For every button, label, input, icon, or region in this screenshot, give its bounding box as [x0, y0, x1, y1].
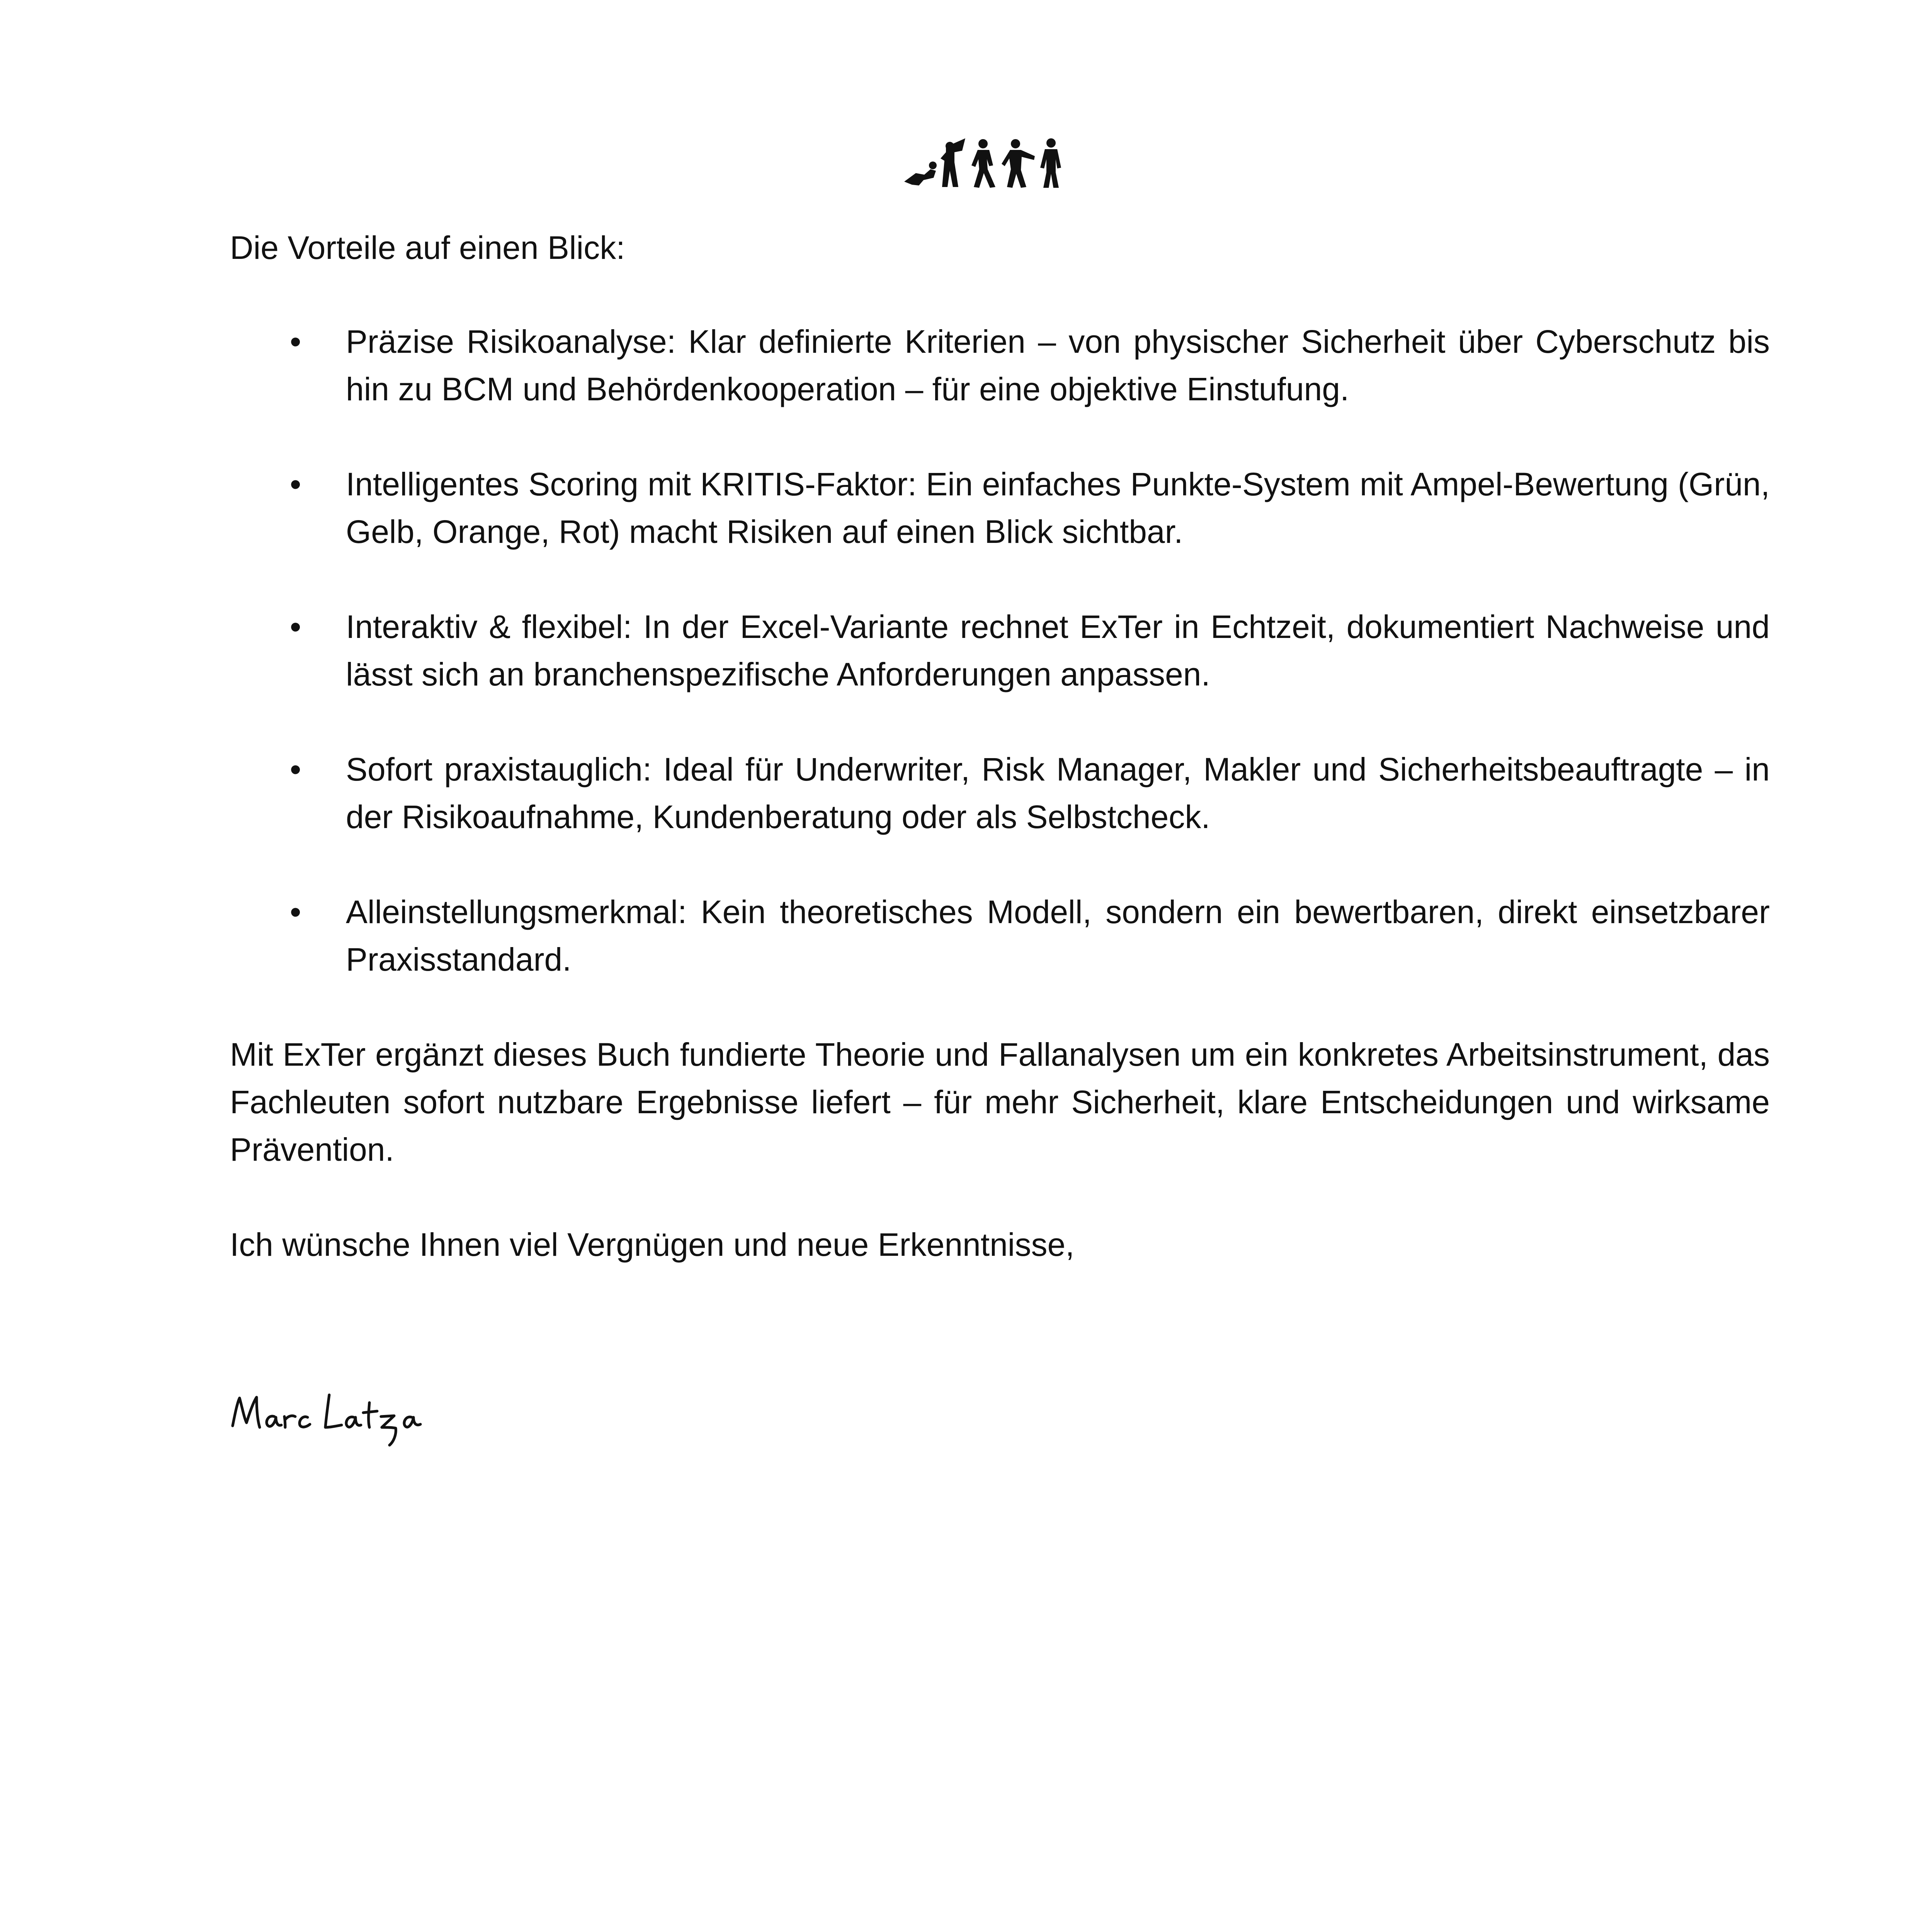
benefit-text: Kein theoretisches Modell, sondern ein bewertbaren, direkt einsetzbarer Praxisstandard. [346, 894, 1770, 978]
benefit-title: Alleinstellungsmerkmal: [346, 894, 687, 930]
list-item [230, 746, 1770, 841]
closing-paragraph: Mit ExTer ergänzt dieses Buch fundierte Theorie und Fallanalysen um ein konkretes Arbeitsinstrument, das Fachleuten sofort nutzbare Ergebnisse liefert – für mehr Sicherheit, klare Entscheidungen und wirksame Prävention. [230, 1036, 1770, 1168]
bullet-icon: • [290, 466, 301, 502]
main-text [230, 224, 1770, 1269]
benefit-text: Ideal für Underwriter, Risk Manager, Makler und Sicherheitsbeauftragte – in der Risikoaufnahme, Kundenberatung oder als Selbstcheck. [346, 751, 1770, 835]
bullet-icon: • [290, 323, 301, 360]
greeting-line: Ich wünsche Ihnen viel Vergnügen und neue Erkenntnisse, [230, 1226, 1075, 1263]
benefit-title: Sofort praxistauglich: [346, 751, 652, 787]
handwritten-signature [228, 1379, 444, 1457]
bullet-icon: • [290, 894, 301, 930]
bullet-icon: • [290, 751, 301, 787]
bullet-icon: • [290, 609, 301, 645]
list-item [230, 461, 1770, 556]
benefit-text: Ein einfaches Punkte-System mit Ampel-Bewertung (Grün, Gelb, Orange, Rot) macht Risiken auf einen Blick sichtbar. [346, 466, 1770, 550]
benefit-title: Präzise Risikoanalyse: [346, 323, 676, 360]
list-item [230, 603, 1770, 698]
benefit-text: In der Excel-Variante rechnet ExTer in Echtzeit, dokumentiert Nachweise und lässt sich an branchenspezifische Anforderungen anpassen. [346, 609, 1770, 692]
benefit-title: Intelligentes Scoring mit KRITIS-Faktor: [346, 466, 917, 502]
benefit-text: Klar definierte Kriterien – von physischer Sicherheit über Cyberschutz bis hin zu BCM und Behördenkooperation – für eine objektive Einstufung. [346, 323, 1770, 407]
soldier-silhouettes-logo [900, 124, 1086, 193]
list-item [230, 888, 1770, 983]
benefits-list [230, 318, 1770, 983]
list-item [230, 318, 1770, 413]
benefit-title: Interaktiv & flexibel: [346, 609, 632, 645]
intro-heading: Die Vorteile auf einen Blick: [230, 230, 625, 266]
